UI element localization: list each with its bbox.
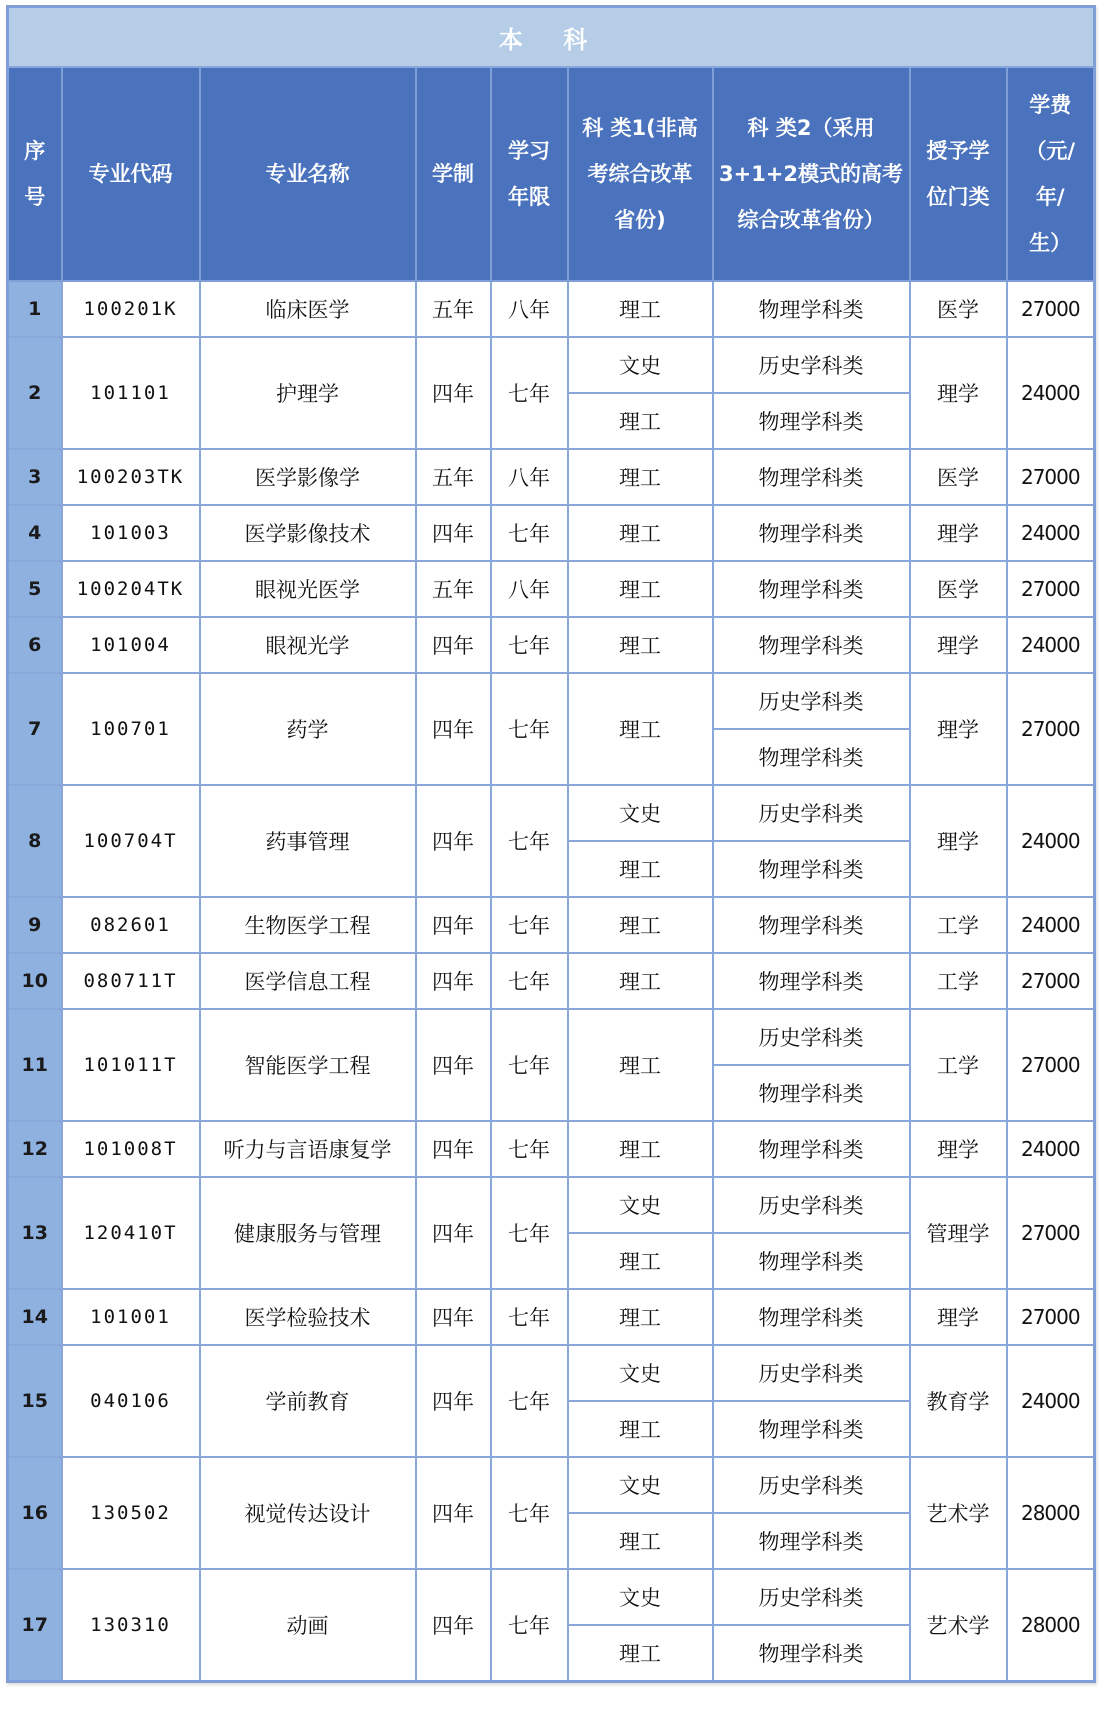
category2: 物理学科类: [713, 505, 910, 561]
category1: 文史: [568, 1177, 713, 1233]
category1: 理工: [568, 1121, 713, 1177]
row-index: 8: [8, 785, 62, 897]
major-code: 130310: [62, 1569, 200, 1682]
max-years: 七年: [491, 505, 568, 561]
category1: 理工: [568, 1009, 713, 1121]
table-row: [8, 1289, 1095, 1345]
header-line: 号: [24, 185, 46, 209]
table-row: [8, 449, 1095, 505]
table-body: [8, 281, 1095, 1682]
degree-type: 艺术学: [910, 1457, 1007, 1569]
header-line: 综合改革省份）: [737, 208, 885, 232]
major-name: 医学影像技术: [200, 505, 416, 561]
major-name: 医学信息工程: [200, 953, 416, 1009]
major-name: 护理学: [200, 337, 416, 449]
table-row: [8, 897, 1095, 953]
max-years: 七年: [491, 1457, 568, 1569]
header-line: 专业名称: [265, 162, 350, 186]
duration: 四年: [416, 673, 491, 785]
header-line: 学费: [1029, 93, 1072, 117]
degree-type: 理学: [910, 1289, 1007, 1345]
table-row: [8, 1009, 1095, 1065]
category2: 物理学科类: [713, 281, 910, 337]
header-degree: [910, 67, 1007, 281]
major-code: 120410T: [62, 1177, 200, 1289]
tuition-fee: 27000: [1007, 1289, 1095, 1345]
category1: 文史: [568, 1345, 713, 1401]
table-row: [8, 785, 1095, 841]
tuition-fee: 24000: [1007, 617, 1095, 673]
major-name: 健康服务与管理: [200, 1177, 416, 1289]
category2: 历史学科类: [713, 673, 910, 729]
row-index: 11: [8, 1009, 62, 1121]
category1: 文史: [568, 1569, 713, 1625]
max-years: 七年: [491, 1121, 568, 1177]
header-line: 学制: [432, 162, 474, 186]
duration: 四年: [416, 1569, 491, 1682]
tuition-fee: 27000: [1007, 449, 1095, 505]
major-code: 080711T: [62, 953, 200, 1009]
max-years: 八年: [491, 449, 568, 505]
header-line: 年限: [508, 185, 550, 209]
max-years: 七年: [491, 1289, 568, 1345]
degree-type: 理学: [910, 337, 1007, 449]
degree-type: 管理学: [910, 1177, 1007, 1289]
header-line: 省份): [614, 208, 666, 232]
table-row: [8, 617, 1095, 673]
major-name: 学前教育: [200, 1345, 416, 1457]
duration: 四年: [416, 953, 491, 1009]
table-row: [8, 1177, 1095, 1233]
row-index: 5: [8, 561, 62, 617]
duration: 四年: [416, 897, 491, 953]
category2: 物理学科类: [713, 1289, 910, 1345]
header-line: （元/: [1025, 139, 1076, 163]
table-row: [8, 561, 1095, 617]
duration: 五年: [416, 281, 491, 337]
duration: 四年: [416, 1009, 491, 1121]
title-row: [8, 7, 1095, 68]
degree-type: 理学: [910, 617, 1007, 673]
tuition-fee: 27000: [1007, 281, 1095, 337]
tuition-fee: 28000: [1007, 1569, 1095, 1682]
category1: 理工: [568, 1401, 713, 1457]
tuition-fee: 24000: [1007, 1345, 1095, 1457]
category1: 理工: [568, 953, 713, 1009]
header-line: 专业代码: [88, 162, 173, 186]
category2: 物理学科类: [713, 729, 910, 785]
duration: 四年: [416, 785, 491, 897]
row-index: 9: [8, 897, 62, 953]
duration: 四年: [416, 617, 491, 673]
row-index: 4: [8, 505, 62, 561]
tuition-fee: 24000: [1007, 505, 1095, 561]
major-code: 101101: [62, 337, 200, 449]
major-name: 智能医学工程: [200, 1009, 416, 1121]
header-index: [8, 67, 62, 281]
duration: 四年: [416, 505, 491, 561]
major-name: 视觉传达设计: [200, 1457, 416, 1569]
duration: 四年: [416, 1457, 491, 1569]
category2: 历史学科类: [713, 1457, 910, 1513]
major-name: 眼视光学: [200, 617, 416, 673]
tuition-fee: 24000: [1007, 1121, 1095, 1177]
row-index: 7: [8, 673, 62, 785]
category2: 历史学科类: [713, 1177, 910, 1233]
category1: 理工: [568, 841, 713, 897]
header-line: 位门类: [926, 185, 990, 209]
major-code: 100201K: [62, 281, 200, 337]
category2: 物理学科类: [713, 1065, 910, 1121]
row-index: 12: [8, 1121, 62, 1177]
category2: 物理学科类: [713, 449, 910, 505]
category2: 物理学科类: [713, 393, 910, 449]
category2: 物理学科类: [713, 1401, 910, 1457]
category2: 物理学科类: [713, 1625, 910, 1682]
major-code: 101003: [62, 505, 200, 561]
degree-type: 工学: [910, 1009, 1007, 1121]
max-years: 七年: [491, 953, 568, 1009]
major-code: 101001: [62, 1289, 200, 1345]
degree-type: 教育学: [910, 1345, 1007, 1457]
category2: 物理学科类: [713, 561, 910, 617]
duration: 五年: [416, 561, 491, 617]
category1: 文史: [568, 1457, 713, 1513]
row-index: 16: [8, 1457, 62, 1569]
category1: 文史: [568, 337, 713, 393]
duration: 四年: [416, 1345, 491, 1457]
table-row: [8, 1121, 1095, 1177]
header-line: 生）: [1029, 231, 1072, 255]
header-line: 授予学: [926, 139, 990, 163]
degree-type: 医学: [910, 449, 1007, 505]
degree-type: 理学: [910, 1121, 1007, 1177]
table-title: 本 科: [8, 7, 1095, 68]
major-code: 130502: [62, 1457, 200, 1569]
header-line: 3+1+2模式的高考: [718, 162, 904, 186]
row-index: 6: [8, 617, 62, 673]
duration: 四年: [416, 1289, 491, 1345]
category2: 历史学科类: [713, 1345, 910, 1401]
category1: 理工: [568, 281, 713, 337]
category1: 理工: [568, 1233, 713, 1289]
major-name: 药学: [200, 673, 416, 785]
category1: 理工: [568, 1513, 713, 1569]
major-name: 医学影像学: [200, 449, 416, 505]
degree-type: 理学: [910, 673, 1007, 785]
max-years: 七年: [491, 785, 568, 897]
header-line: 科 类1(非高: [582, 116, 698, 140]
degree-type: 理学: [910, 785, 1007, 897]
category2: 历史学科类: [713, 337, 910, 393]
header-code: [62, 67, 200, 281]
program-table-container: [6, 5, 1093, 1683]
max-years: 七年: [491, 337, 568, 449]
category2: 历史学科类: [713, 785, 910, 841]
max-years: 七年: [491, 673, 568, 785]
tuition-fee: 28000: [1007, 1457, 1095, 1569]
header-fee: [1007, 67, 1095, 281]
category2: 物理学科类: [713, 1121, 910, 1177]
duration: 四年: [416, 1121, 491, 1177]
duration: 五年: [416, 449, 491, 505]
category1: 理工: [568, 561, 713, 617]
table-row: [8, 1569, 1095, 1625]
header-line: 序: [24, 139, 46, 163]
degree-type: 医学: [910, 281, 1007, 337]
degree-type: 艺术学: [910, 1569, 1007, 1682]
category2: 物理学科类: [713, 1233, 910, 1289]
table-row: [8, 1457, 1095, 1513]
tuition-fee: 27000: [1007, 1009, 1095, 1121]
header-row: [8, 67, 1095, 281]
category1: 理工: [568, 393, 713, 449]
category1: 文史: [568, 785, 713, 841]
major-name: 生物医学工程: [200, 897, 416, 953]
max-years: 七年: [491, 1009, 568, 1121]
tuition-fee: 27000: [1007, 1177, 1095, 1289]
table-row: [8, 953, 1095, 1009]
major-code: 101011T: [62, 1009, 200, 1121]
degree-type: 理学: [910, 505, 1007, 561]
tuition-fee: 24000: [1007, 785, 1095, 897]
table-row: [8, 281, 1095, 337]
program-table: [6, 5, 1096, 1683]
major-name: 动画: [200, 1569, 416, 1682]
header-line: 年/: [1035, 185, 1065, 209]
category1: 理工: [568, 505, 713, 561]
tuition-fee: 27000: [1007, 673, 1095, 785]
header-line: 学习: [508, 139, 550, 163]
row-index: 2: [8, 337, 62, 449]
tuition-fee: 24000: [1007, 337, 1095, 449]
category1: 理工: [568, 617, 713, 673]
max-years: 八年: [491, 561, 568, 617]
category1: 理工: [568, 449, 713, 505]
header-line: 科 类2（采用: [747, 116, 875, 140]
major-code: 100704T: [62, 785, 200, 897]
major-code: 040106: [62, 1345, 200, 1457]
header-name: [200, 67, 416, 281]
table-row: [8, 673, 1095, 729]
header-category2: [713, 67, 910, 281]
major-code: 101008T: [62, 1121, 200, 1177]
max-years: 七年: [491, 1569, 568, 1682]
max-years: 七年: [491, 617, 568, 673]
major-name: 临床医学: [200, 281, 416, 337]
category2: 历史学科类: [713, 1009, 910, 1065]
category1: 理工: [568, 1625, 713, 1682]
duration: 四年: [416, 337, 491, 449]
category2: 物理学科类: [713, 617, 910, 673]
tuition-fee: 27000: [1007, 953, 1095, 1009]
category2: 历史学科类: [713, 1569, 910, 1625]
row-index: 1: [8, 281, 62, 337]
degree-type: 工学: [910, 953, 1007, 1009]
row-index: 3: [8, 449, 62, 505]
max-years: 七年: [491, 1177, 568, 1289]
category2: 物理学科类: [713, 1513, 910, 1569]
major-name: 听力与言语康复学: [200, 1121, 416, 1177]
major-name: 眼视光医学: [200, 561, 416, 617]
major-name: 医学检验技术: [200, 1289, 416, 1345]
major-code: 100204TK: [62, 561, 200, 617]
major-code: 101004: [62, 617, 200, 673]
row-index: 14: [8, 1289, 62, 1345]
row-index: 10: [8, 953, 62, 1009]
header-line: 考综合改革: [587, 162, 693, 186]
header-category1: [568, 67, 713, 281]
category1: 理工: [568, 897, 713, 953]
max-years: 七年: [491, 1345, 568, 1457]
header-duration: [416, 67, 491, 281]
category2: 物理学科类: [713, 897, 910, 953]
row-index: 15: [8, 1345, 62, 1457]
category1: 理工: [568, 673, 713, 785]
degree-type: 医学: [910, 561, 1007, 617]
degree-type: 工学: [910, 897, 1007, 953]
tuition-fee: 27000: [1007, 561, 1095, 617]
row-index: 13: [8, 1177, 62, 1289]
major-code: 082601: [62, 897, 200, 953]
category1: 理工: [568, 1289, 713, 1345]
major-code: 100203TK: [62, 449, 200, 505]
duration: 四年: [416, 1177, 491, 1289]
tuition-fee: 24000: [1007, 897, 1095, 953]
major-code: 100701: [62, 673, 200, 785]
category2: 物理学科类: [713, 953, 910, 1009]
header-max-years: [491, 67, 568, 281]
table-row: [8, 505, 1095, 561]
max-years: 七年: [491, 897, 568, 953]
table-row: [8, 1345, 1095, 1401]
max-years: 八年: [491, 281, 568, 337]
table-row: [8, 337, 1095, 393]
row-index: 17: [8, 1569, 62, 1682]
category2: 物理学科类: [713, 841, 910, 897]
major-name: 药事管理: [200, 785, 416, 897]
